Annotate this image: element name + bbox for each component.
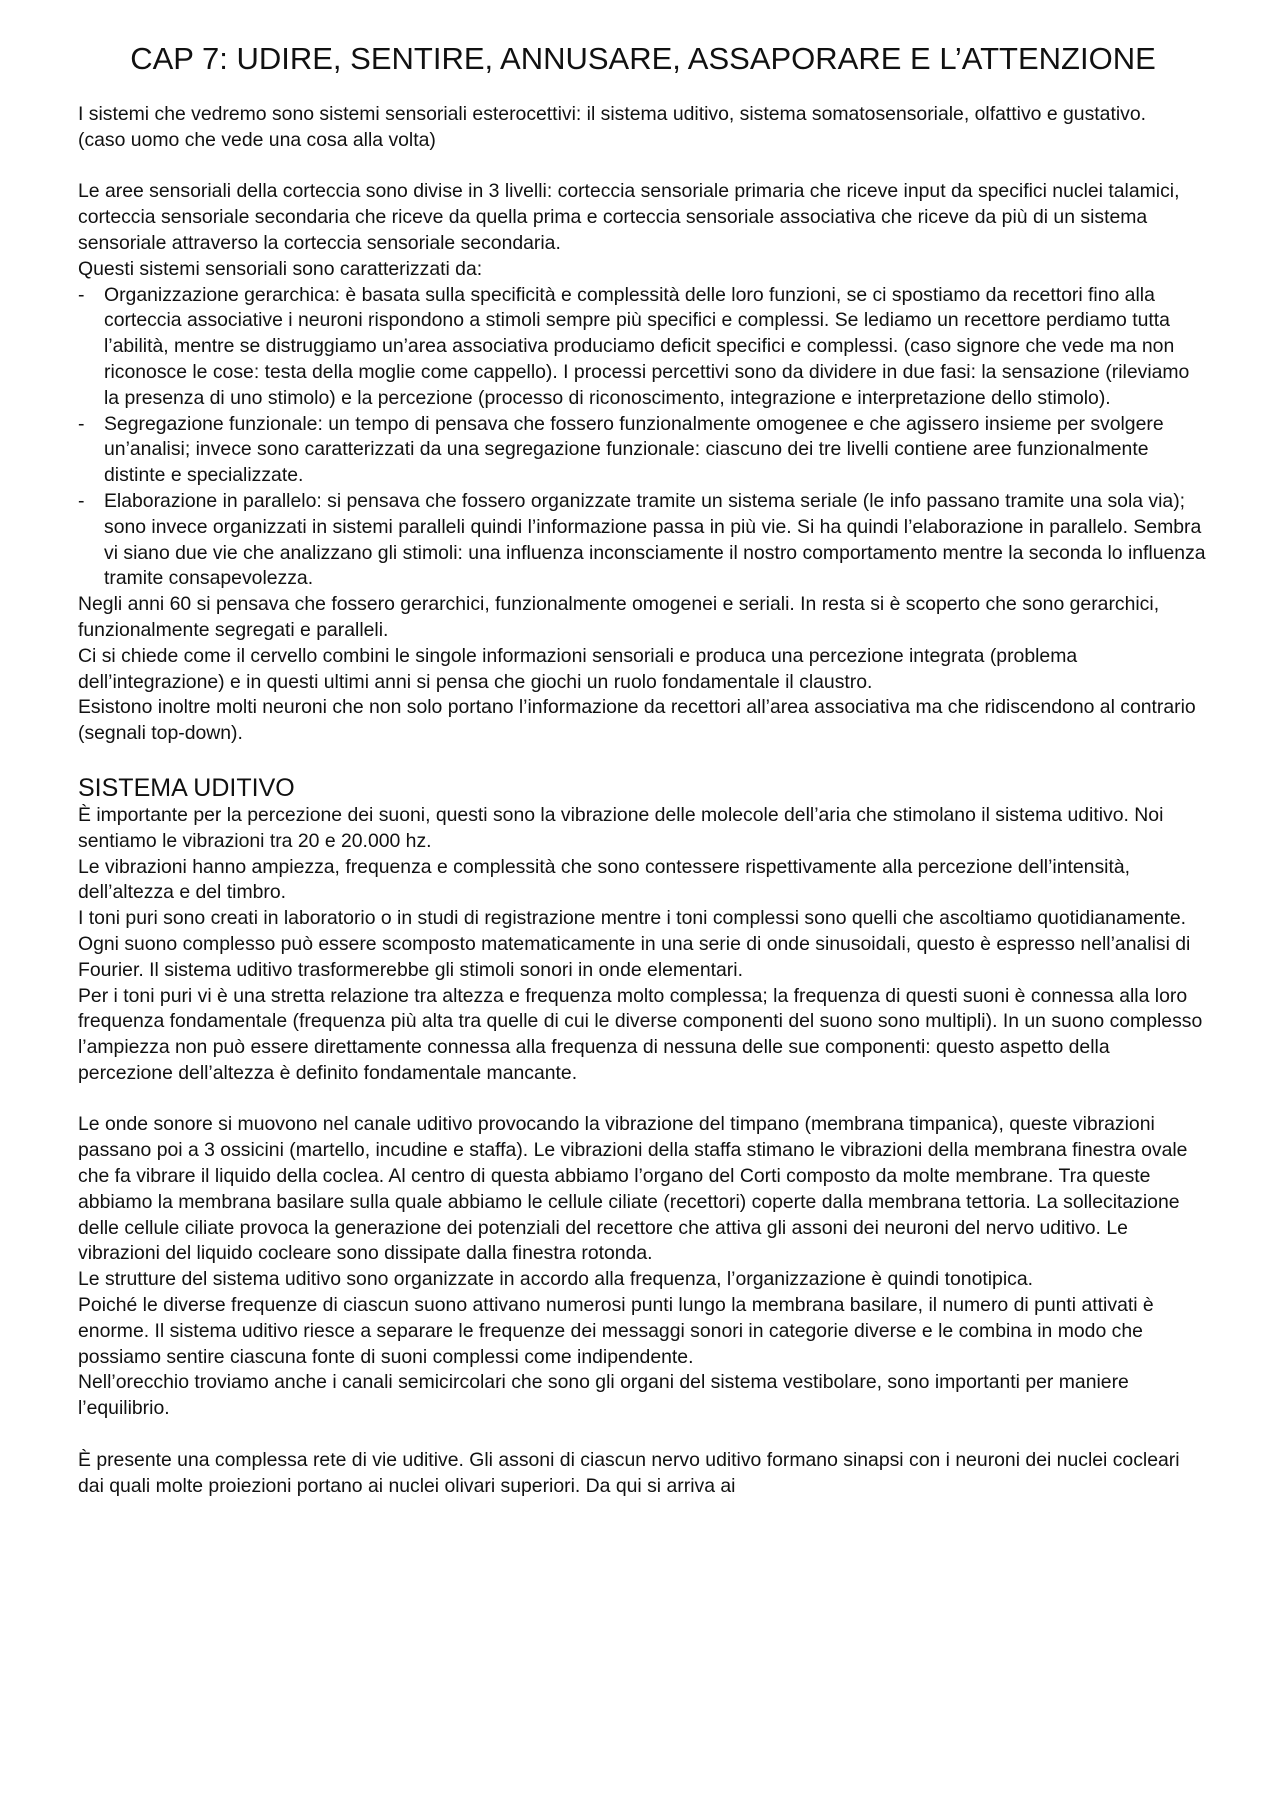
list-item-text: Elaborazione in parallelo: si pensava che fossero organizzate tramite un sistema seriale (le info passano tramite una sola via); sono invece organizzati in sistemi paralleli quindi l’informazione passa in più vie. Si ha quindi l’elaborazione in parallelo. Sembra vi siano due vie che analizzano gli stimoli: una influenza inconsciamente il nostro comportamento mentre la seconda lo influenza tramite consapevolezza.	[104, 489, 1206, 590]
bullet-dash: -	[78, 412, 85, 435]
list-item-text: Organizzazione gerarchica: è basata sulla specificità e complessità delle loro funzioni, se ci spostiamo da recettori fino alla corteccia associative i neuroni rispondono a stimoli sempre più specifici e complessi. Se lediamo un recettore perdiamo tutta l’abilità, mentre se distruggiamo un’area associativa produciamo deficit specifici e complessi. (caso signore che vede ma non riconosce le cose: testa della moglie come cappello). I processi percettivi sono da dividere in due fasi: la sensazione (rileviamo la presenza di uno stimolo) e la percezione (processo di riconoscimento, integrazione e interpretazione dello stimolo).	[104, 283, 1190, 409]
intro-note-case: (caso uomo che vede una cosa alla volta)	[78, 128, 436, 151]
uditivo-paragraph-9: È presente una complessa rete di vie uditive. Gli assoni di ciascun nervo uditivo formano sinapsi con i neuroni dei nuclei cocleari dai quali molte proiezioni portano ai nuclei olivari superiori. Da qui si arriva ai	[78, 1448, 1180, 1497]
list-item-text: Segregazione funzionale: un tempo di pensava che fossero funzionalmente omogenee e che agissero insieme per svolgere un’analisi; invece sono caratterizzati da una segregazione funzionale: ciascuno dei tre livelli contiene aree funzionalmente distinte e specializzate.	[104, 412, 1164, 487]
uditivo-paragraph-6: Le strutture del sistema uditivo sono organizzate in accordo alla frequenza, l’organizzazione è quindi tonotipica.	[78, 1268, 1034, 1291]
uditivo-paragraph-4: Per i toni puri vi è una stretta relazione tra altezza e frequenza molto complessa; la frequenza di questi suoni è connessa alla loro frequenza fondamentale (frequenza più alta tra quelle di cui le diverse componenti del suono sono multipli). In un suono complesso l’ampiezza non può essere direttamente connessa alla frequenza di nessuna delle sue componenti: questo aspetto della percezione dell’altezza è definito fondamentale mancante.	[78, 984, 1203, 1084]
characteristics-list	[78, 283, 1208, 593]
uditivo-paragraph-7: Poiché le diverse frequenze di ciascun suono attivano numerosi punti lungo la membrana basilare, il numero di punti attivati è enorme. Il sistema uditivo riesce a separare le frequenze dei messaggi sonori in categorie diverse e le combina in modo che possiamo sentire ciascuna fonte di suoni complessi come indipendente.	[78, 1294, 1154, 1368]
section-heading-uditivo: SISTEMA UDITIVO	[78, 773, 295, 802]
intro-paragraph-top-down: Esistono inoltre molti neuroni che non solo portano l’informazione da recettori all’area associativa ma che ridiscendono al contrario (segnali top-down).	[78, 696, 1196, 745]
uditivo-paragraph-2: Le vibrazioni hanno ampiezza, frequenza e complessità che sono contessere rispettivamente alla percezione dell’intensità, dell’altezza e del timbro.	[78, 855, 1131, 904]
intro-paragraph-1: I sistemi che vedremo sono sistemi sensoriali esterocettivi: il sistema uditivo, sistema somatosensoriale, olfattivo e gustativo.	[78, 103, 1146, 125]
list-item	[78, 489, 1208, 592]
uditivo-paragraph-5: Le onde sonore si muovono nel canale uditivo provocando la vibrazione del timpano (membrana timpanica), queste vibrazioni passano poi a 3 ossicini (martello, incudine e staffa). Le vibrazioni della staffa stimano le vibrazioni della membrana finestra ovale che fa vibrare il liquido della coclea. Al centro di questa abbiamo l’organo del Corti composto da molte membrane. Tra queste abbiamo la membrana basilare sulla quale abbiamo le cellule ciliate (recettori) coperte dalla membrana tettoria. La sollecitazione delle cellule ciliate provoca la generazione dei potenziali del recettore che attiva gli assoni dei neuroni del nervo uditivo. Le vibrazioni del liquido cocleare sono dissipate dalla finestra rotonda.	[78, 1113, 1188, 1265]
intro-paragraph-levels: Le aree sensoriali della corteccia sono divise in 3 livelli: corteccia sensoriale primaria che riceve input da specifici nuclei talamici, corteccia sensoriale secondaria che riceve da quella prima e corteccia sensoriale associativa che riceve da più di un sistema sensoriale attraverso la corteccia sensoriale secondaria.	[78, 180, 1180, 254]
bullet-dash: -	[78, 283, 85, 306]
paragraph-gap	[78, 154, 1208, 180]
document-page	[78, 38, 1208, 1499]
paragraph-gap	[78, 1087, 1208, 1113]
uditivo-paragraph-3: I toni puri sono creati in laboratorio o in studi di registrazione mentre i toni complessi sono quelli che ascoltiamo quotidianamente. Ogni suono complesso può essere scomposto matematicamente in una serie di onde sinusoidali, questo è espresso nell’analisi di Fourier. Il sistema uditivo trasformerebbe gli stimoli sonori in onde elementari.	[78, 907, 1191, 981]
chapter-title: CAP 7: UDIRE, SENTIRE, ANNUSARE, ASSAPORARE E L’ATTENZIONE	[130, 41, 1156, 76]
list-item	[78, 412, 1208, 489]
uditivo-paragraph-1: È importante per la percezione dei suoni, questi sono la vibrazione delle molecole dell’aria che stimolano il sistema uditivo. Noi sentiamo le vibrazioni tra 20 e 20.000 hz.	[78, 803, 1164, 852]
intro-paragraph-characteristics: Questi sistemi sensoriali sono caratterizzati da:	[78, 257, 483, 280]
list-item	[78, 283, 1208, 412]
intro-paragraph-integration: Ci si chiede come il cervello combini le singole informazioni sensoriali e produca una percezione integrata (problema dell’integrazione) e in questi ultimi anni si pensa che giochi un ruolo fondamentale il claustro.	[78, 644, 1078, 693]
uditivo-paragraph-8: Nell’orecchio troviamo anche i canali semicircolari che sono gli organi del sistema vestibolare, sono importanti per maniere l’equilibrio.	[78, 1371, 1129, 1420]
bullet-dash: -	[78, 489, 85, 512]
paragraph-gap	[78, 1422, 1208, 1448]
intro-paragraph-history: Negli anni 60 si pensava che fossero gerarchici, funzionalmente omogenei e seriali. In resta si è scoperto che sono gerarchici, funzionalmente segregati e paralleli.	[78, 593, 1160, 641]
